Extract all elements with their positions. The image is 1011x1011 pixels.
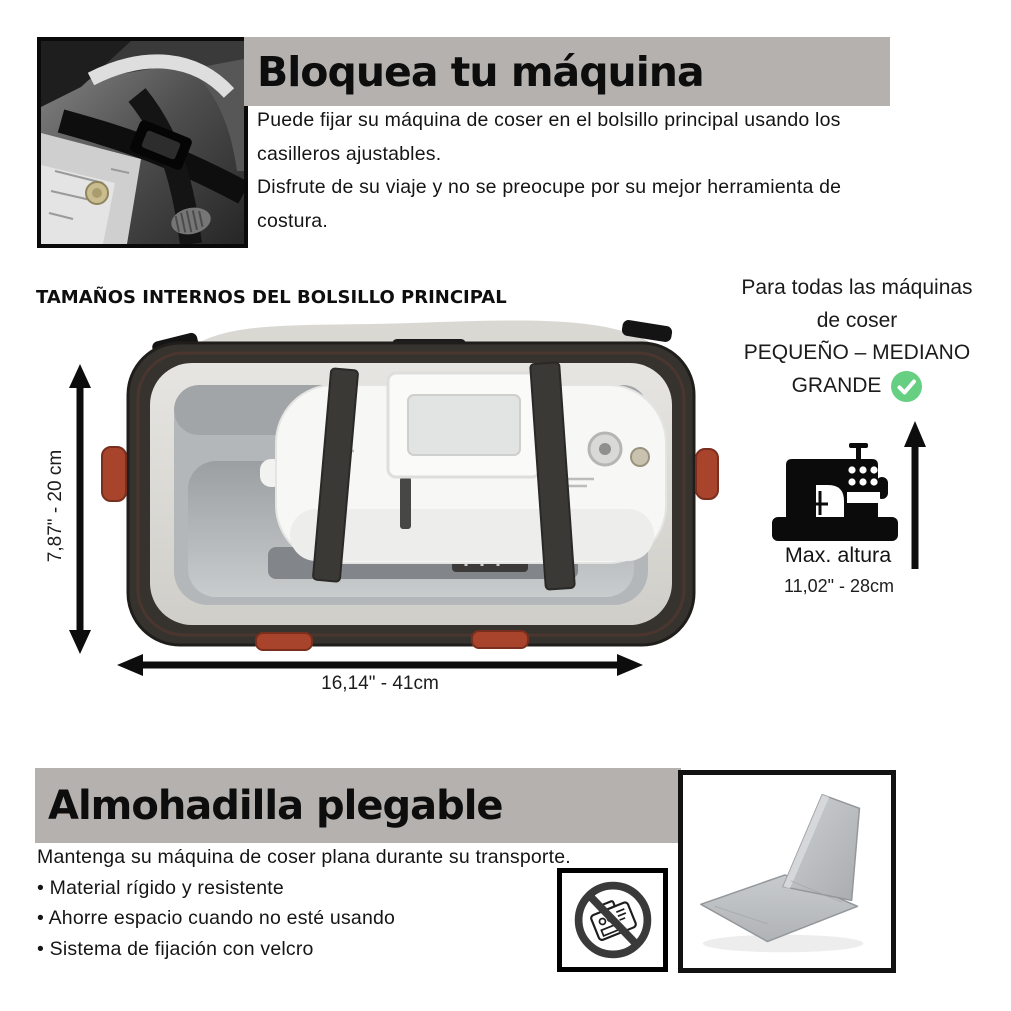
lock-description-line: costura. — [257, 209, 328, 232]
buckle-photo — [37, 37, 248, 248]
folding-pad-photo — [685, 777, 889, 966]
pad-bullet-list — [37, 873, 395, 964]
leather-tab-bottom — [472, 631, 528, 648]
fit-note-line: Para todas las máquinas — [741, 276, 973, 299]
pad-title-banner — [35, 768, 681, 843]
width-dimension-label: 16,14" - 41cm — [321, 673, 439, 694]
fit-note-line: GRANDE — [791, 374, 882, 398]
pad-intro: Mantenga su máquina de coser plana durante su transporte. — [37, 846, 571, 868]
fit-note-line: PEQUEÑO – MEDIANO — [743, 341, 971, 364]
fit-note-grande-row — [722, 370, 992, 404]
max-height-label: Max. altura — [784, 543, 892, 567]
sewing-machine-icon — [772, 441, 898, 541]
folding-pad-box — [678, 770, 896, 973]
lock-title: Bloquea tu máquina — [257, 47, 704, 96]
lock-description-line: Disfrute de su viaje y no se preocupe por su mejor herramienta de — [257, 176, 842, 198]
pad-bullet: • Material rígido y resistente — [37, 877, 284, 899]
max-height-value: 11,02" - 28cm — [783, 576, 895, 596]
lock-description — [257, 104, 841, 238]
leather-tab-bottom — [256, 633, 312, 650]
no-tilt-icon — [570, 877, 656, 963]
leather-tab-left — [102, 447, 126, 501]
fit-note-line: de coser — [816, 308, 898, 332]
lock-description-line: Puede fijar su máquina de coser en el bolsillo principal usando los — [257, 109, 841, 131]
buckle-photo-illustration — [41, 41, 244, 244]
no-tilt-box — [557, 868, 668, 972]
pad-title: Almohadilla plegable — [48, 782, 503, 829]
pad-bullet: • Ahorre espacio cuando no esté usando — [37, 907, 396, 930]
sizes-heading: TAMAÑOS INTERNOS DEL BOLSILLO PRINCIPAL — [36, 287, 507, 308]
check-circle-icon — [891, 371, 922, 402]
height-dimension-label: 7,87" - 20 cm — [45, 449, 66, 563]
bag-top-view-photo — [100, 311, 720, 657]
fit-note — [722, 272, 992, 404]
pad-bullet: • Sistema de fijación con velcro — [37, 937, 314, 960]
lock-description-line: casilleros ajustables. — [257, 142, 442, 165]
height-arrow-icon — [67, 364, 93, 654]
leather-tab-right — [696, 449, 718, 499]
lock-title-banner — [244, 37, 890, 106]
